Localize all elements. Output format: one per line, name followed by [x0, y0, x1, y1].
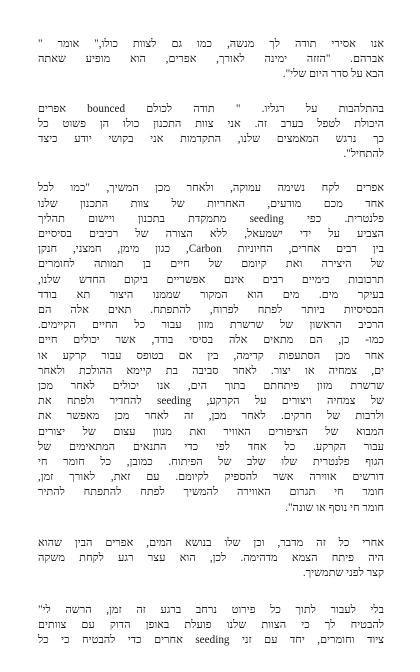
- text-line: כמו- כן, הם מתאים אלה בסיסי בודד, אשר יכולים חיים: [38, 334, 384, 347]
- text-line: אברהם. "הזזה ימינה לאורך, אפרים, הוא מופיע שאתה: [38, 53, 384, 66]
- text-line: קצר לפני שתמשיך.: [302, 567, 384, 580]
- text-line: אחר מכן הסתעפות קדימה, בין אם בטופס עבור קרקע או: [38, 349, 384, 362]
- paragraph-3: [38, 181, 384, 515]
- text-line: הגוף פלנטרית שלו שלב של הפיתוח. כמובן, כל חומר חי: [38, 456, 384, 469]
- text-line: הצביע על ידי ישמעאל, ללא הצורה של רכיבים בסיסיים: [38, 228, 384, 241]
- text-line: בלי לעבור לתוך כל פירוט נרחב ברגע זה זמן, הרשה לי": [38, 603, 384, 616]
- text-line: עבור הקרקע. כל אחד לפי כדי התנאים המתאימים של: [38, 440, 384, 453]
- text-line: בהתלהבות על רגליו. " תודה לכולם bounced אפרים: [38, 102, 384, 115]
- text-line: הבסיסיות ביותר לפתח לפרוח, להתפתח. תאים אלה הם: [38, 304, 384, 317]
- paragraph-2: [38, 102, 384, 163]
- text-line: ולרבות של חרקים. לאחר מכן, זה לאחר מכן מאפשר את: [38, 410, 384, 423]
- text-line: של צמחיה ויצורים על הקרקע, seeding להחדיר ולפתח את: [38, 395, 384, 408]
- text-line: הבא על סדר היום שלי".: [282, 68, 384, 81]
- text-line: של היצירה ואת קיומם של חיים בן תמותה לחומרים: [38, 258, 384, 271]
- text-line: היכולת לטפל בערב זה. אני צוות התכנון כולו הן פשוט כל: [38, 117, 384, 130]
- text-line: חומר חי תגרום האווירה להמשיך לפתח להתפתח להתיר: [38, 486, 384, 499]
- text-line: אנו אסירי תודה לך מנשה, כמו גם לצוות כולו," אומר ": [38, 38, 384, 50]
- text-line: אפרים לקח נשימה עמוקה, ולאחר מכן המשיך, "כמו לכל: [38, 182, 384, 195]
- paragraph-4: [38, 536, 384, 582]
- text-line: פלנטרית. כפי seeding מתמקדת בתכנון ויישום תהליך: [38, 212, 384, 225]
- text-line: המבוא של הציפורים האוויר ואת מגוון עצום של יצורים: [38, 425, 384, 438]
- text-line: כך נרגש המאמצים שלנו, התקדמות אני בקושי יודע כיצד: [38, 133, 384, 146]
- text-line: ים, צמחיה או יצור. לאחר סביבה בת קיימא ההולכת ולאחר: [38, 364, 384, 377]
- text-line: ציוד וחומרים, יחד עם זני seeding אחרים כדי להבטיח כי כל: [38, 633, 384, 646]
- text-line: אחד מכם מודעים, האחריות של צוות התכנון שלנו: [38, 197, 384, 210]
- text-line: שרשרת מזון פיתחתם בתוך הים, אנו יכולים לאחר מכן: [38, 380, 384, 393]
- text-line: בעיקר מים. מים הוא המקור שממנו היצור תא בודד: [38, 288, 384, 301]
- text-line: דורשים אווירה אשר להספיק לקיומם. עם זאת, לאורך זמן,: [38, 471, 384, 484]
- text-line: הרכיב הראשון של שרשרת מזון עבור כל החיים הקיימים.: [38, 319, 384, 332]
- paragraph-5: [38, 603, 384, 649]
- text-line: בין רבים אחרים, החיוניות Carbon, כגון מימן, חמצני, חנקן: [38, 243, 384, 256]
- text-line: תרכובות כימיים רבים אינם אפשריים ביקום החדש שלנו,: [38, 273, 384, 286]
- text-line: להתחיל".: [343, 148, 384, 161]
- text-line: חומר חי נוסף או שונה".: [285, 501, 384, 514]
- paragraph-1: [38, 37, 384, 83]
- text-line: להבטיח לך כי הצוות שלנו פועלת באופן הדוק עם צוותים: [38, 618, 384, 631]
- text-line: היה פיתח הצמא מדהימה. לכן, הוא עצר רגע לקחת משקה: [38, 552, 384, 565]
- text-line: אחרי כל זה מדבר, וכן שלו בנושא המים, אפרים הבין שהוא: [38, 536, 384, 549]
